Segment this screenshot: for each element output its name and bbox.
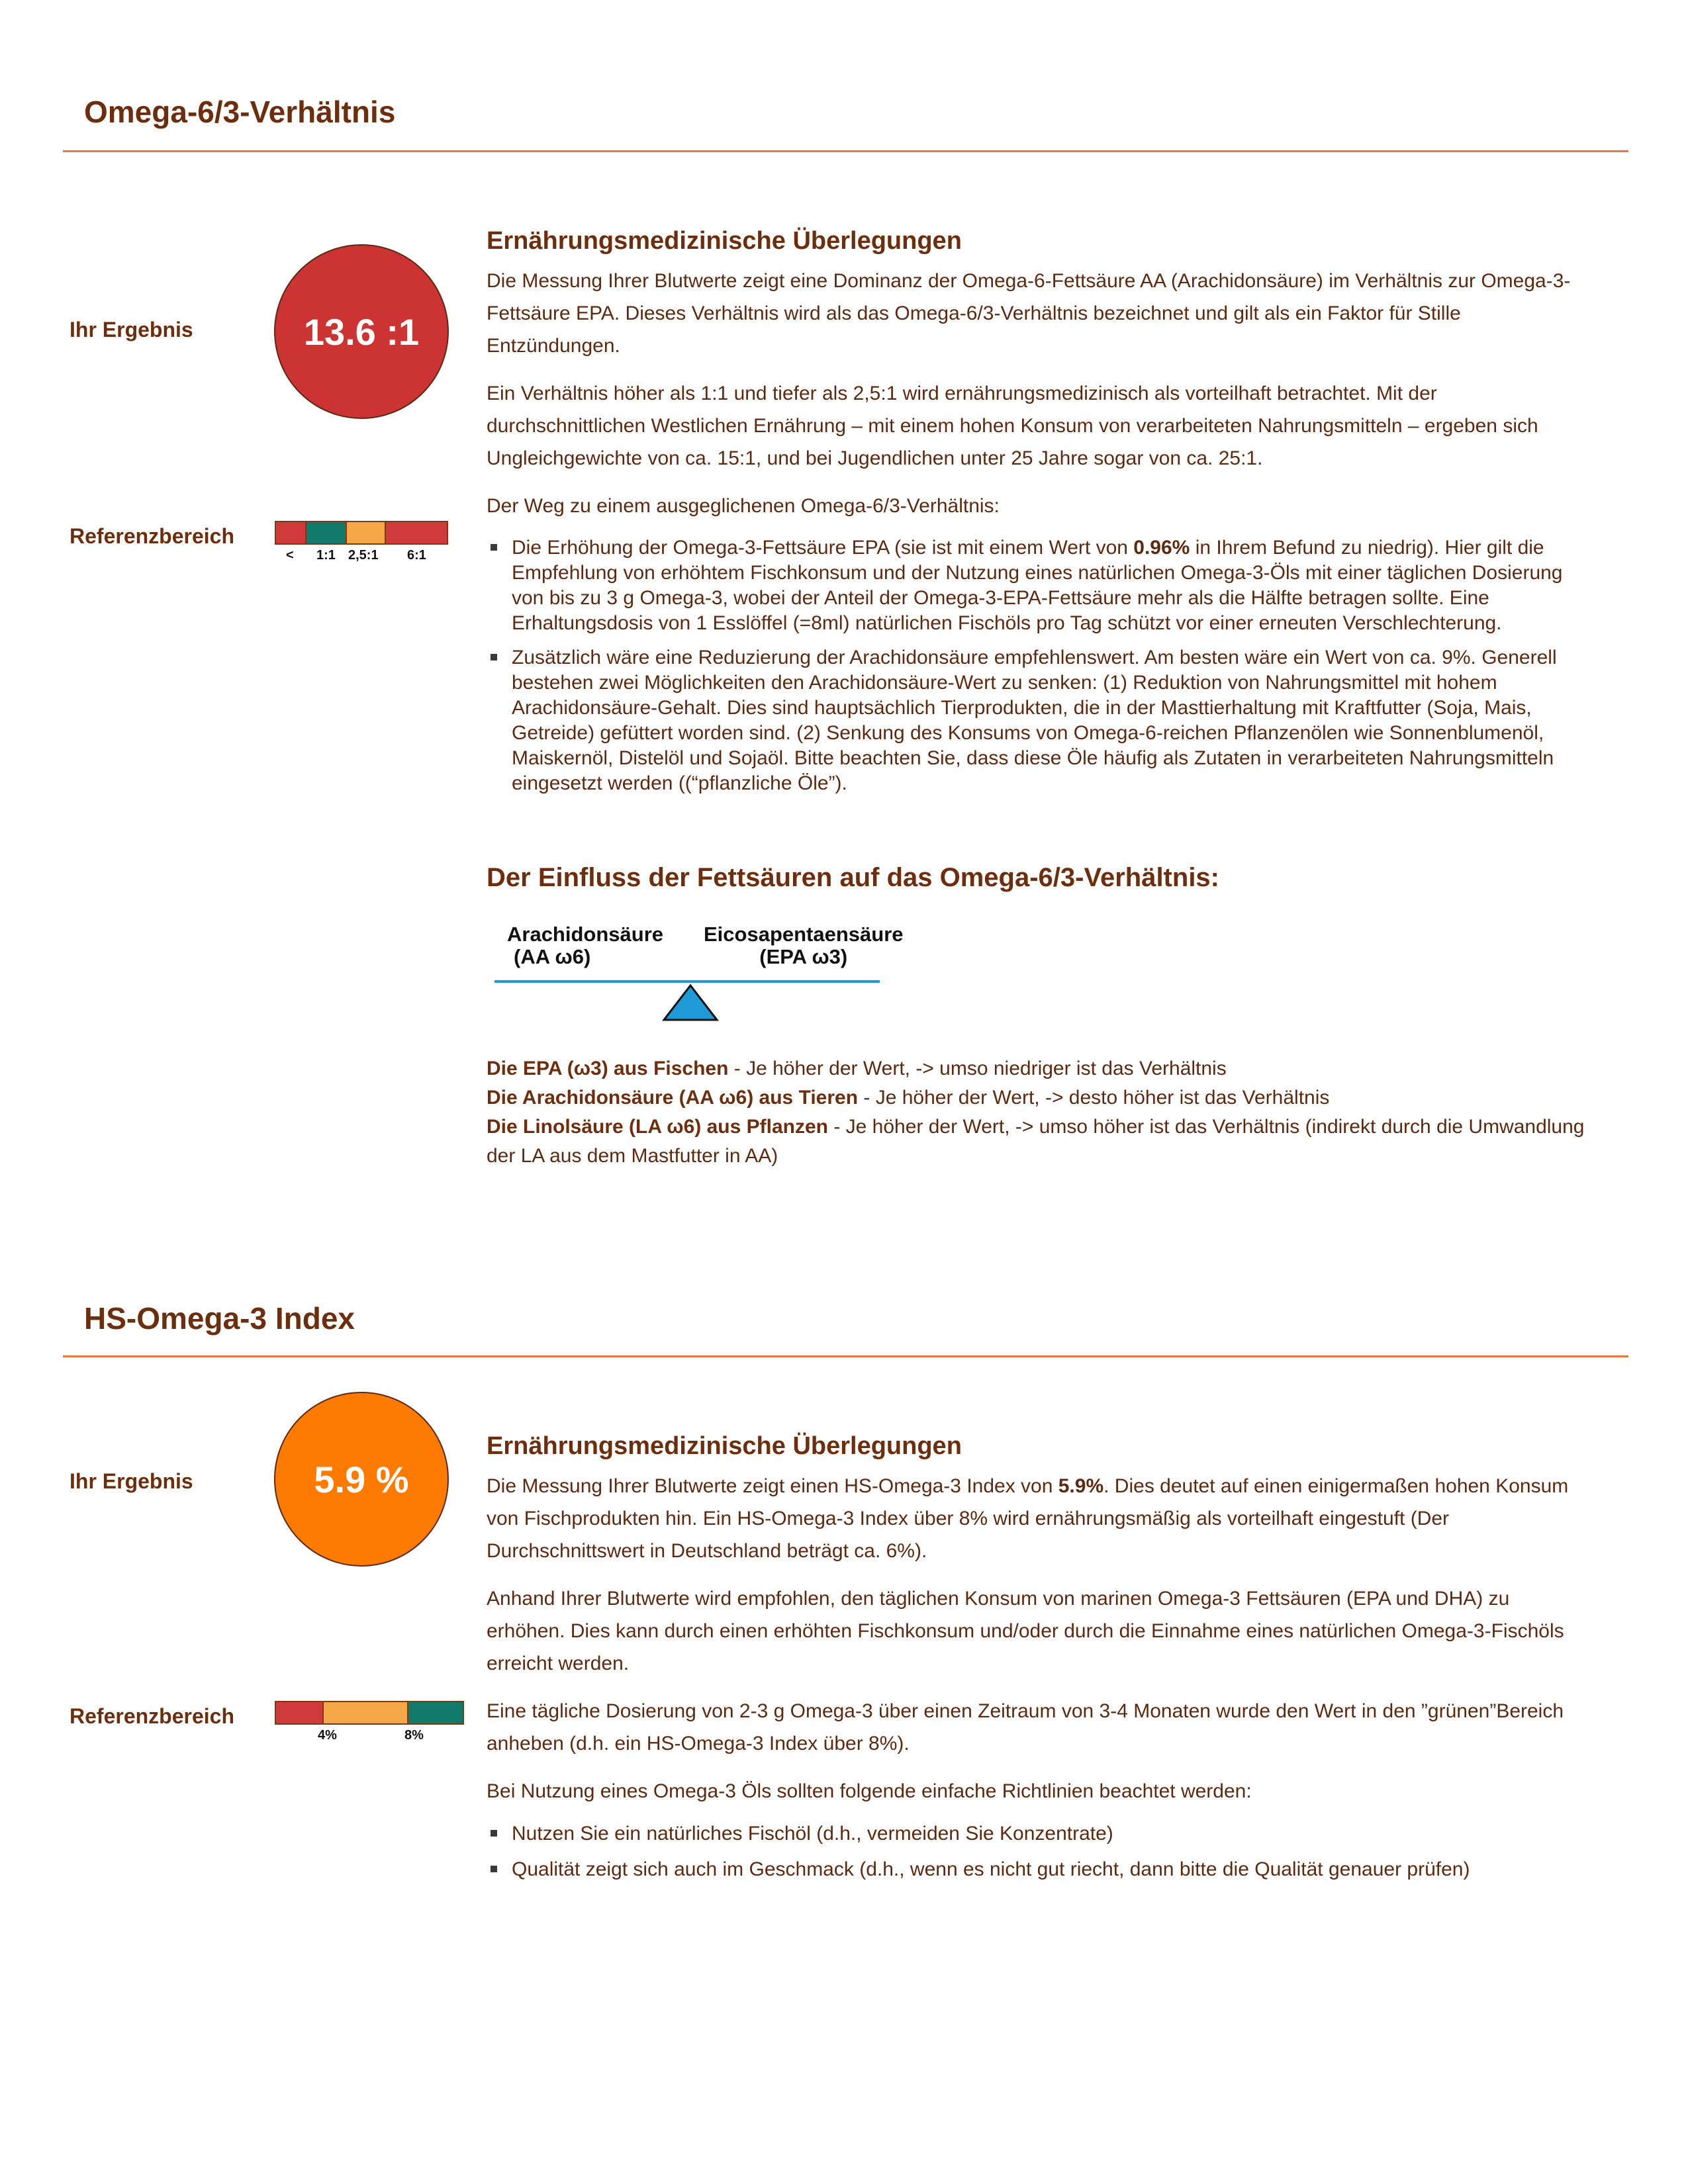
range-segment-moderate bbox=[347, 522, 386, 543]
paragraph: Der Weg zu einem ausgeglichenen Omega-6/3-Verhältnis: bbox=[487, 495, 1000, 517]
recommendations-heading: Ernährungsmedizinische Überlegungen bbox=[487, 227, 962, 255]
range-segment-high bbox=[386, 522, 447, 543]
influence-line-aa: Die Arachidonsäure (AA ω6) aus Tieren - Je höher der Wert, -> desto höher ist das Verhältnis bbox=[487, 1087, 1330, 1109]
paragraph: Die Messung Ihrer Blutwerte zeigt einen HS-Omega-3 Index von 5.9%. Dies deutet auf einen einigermaßen hohen Konsum von Fischprodukten hin. Ein HS-Omega-3 Index über 8% wird ernährungsmäßig als vorteilhaft eingestuft (Der Durchschnittswert in Deutschland beträgt ca. 6%). bbox=[487, 1475, 1569, 1562]
list-item: Nutzen Sie ein natürliches Fischöl (d.h., vermeiden Sie Konzentrate) bbox=[487, 1819, 1585, 1848]
bullet-icon bbox=[491, 654, 497, 660]
section-divider bbox=[63, 150, 1628, 152]
range-tick: 4% bbox=[318, 1728, 337, 1743]
paragraph: Die Messung Ihrer Blutwerte zeigt eine Dominanz der Omega-6-Fettsäure AA (Arachidonsäure) im Verhältnis zur Omega-3-Fettsäure EPA. Dieses Verhältnis wird als das Omega-6/3-Verhältnis bezeichnet und gilt als ein Faktor für Stille Entzündungen. bbox=[487, 270, 1571, 357]
section-title-omega3-index: HS-Omega-3 Index bbox=[84, 1301, 355, 1336]
range-segment-low bbox=[276, 1702, 324, 1723]
reference-range-bar bbox=[275, 521, 448, 545]
range-tick: 1:1 bbox=[316, 548, 336, 563]
section-title-omega-ratio: Omega-6/3-Verhältnis bbox=[84, 95, 396, 129]
reference-range-bar bbox=[275, 1701, 464, 1725]
reference-label: Referenzbereich bbox=[70, 1704, 234, 1728]
influence-heading: Der Einfluss der Fettsäuren auf das Omega-6/3-Verhältnis: bbox=[487, 863, 1219, 892]
bullet-icon bbox=[491, 1866, 497, 1872]
paragraph: Bei Nutzung eines Omega-3 Öls sollten folgende einfache Richtlinien beachtet werden: bbox=[487, 1780, 1252, 1802]
influence-line-la: Die Linolsäure (LA ω6) aus Pflanzen - Je höher der Wert, -> umso höher ist das Verhältnis (indirekt durch die Umwandlung der LA aus dem Mastfutter in AA) bbox=[487, 1116, 1585, 1167]
range-segment-moderate bbox=[324, 1702, 408, 1723]
range-tick: 6:1 bbox=[407, 548, 426, 563]
range-tick: 8% bbox=[404, 1728, 424, 1743]
balance-scale-icon bbox=[493, 976, 881, 1024]
range-segment-low bbox=[276, 522, 306, 543]
recommendation-list bbox=[487, 535, 1585, 796]
list-item: Qualität zeigt sich auch im Geschmack (d.h., wenn es nicht gut riecht, dann bitte die Qualität genauer prüfen) bbox=[487, 1855, 1585, 1884]
range-tick: 2,5:1 bbox=[348, 548, 379, 563]
influence-line-epa: Die EPA (ω3) aus Fischen - Je höher der Wert, -> umso niedriger ist das Verhältnis bbox=[487, 1058, 1227, 1079]
bullet-icon bbox=[491, 544, 497, 551]
result-label: Ihr Ergebnis bbox=[70, 318, 193, 341]
scale-label-epa: Eicosapentaensäure (EPA ω3) bbox=[704, 923, 904, 968]
recommendations-heading: Ernährungsmedizinische Überlegungen bbox=[487, 1432, 962, 1460]
bullet-icon bbox=[491, 1830, 497, 1837]
reference-label: Referenzbereich bbox=[70, 524, 234, 548]
recommendations-block bbox=[487, 1432, 1585, 1891]
range-segment-optimal bbox=[306, 522, 347, 543]
list-item: Die Erhöhung der Omega-3-Fettsäure EPA (sie ist mit einem Wert von 0.96% in Ihrem Befund zu niedrig). Hier gilt die Empfehlung von erhöhtem Fischkonsum und der Nutzung eines natürlichen Omega-3-Öls mit einer täglichen Dosierung von bis zu 3 g Omega-3, wobei der Anteil der Omega-3-EPA-Fettsäure mehr als die Hälfte betragen sollte. Eine Erhaltungsdosis von 1 Esslöffel (=8ml) natürlichen Fischöls pro Tag schützt vor einer erneuten Verschlechterung. bbox=[487, 535, 1585, 636]
result-value: 13.6 :1 bbox=[303, 310, 420, 353]
range-segment-optimal bbox=[408, 1702, 463, 1723]
section-divider bbox=[63, 1355, 1628, 1357]
paragraph: Anhand Ihrer Blutwerte wird empfohlen, den täglichen Konsum von marinen Omega-3 Fettsäuren (EPA und DHA) zu erhöhen. Dies kann durch einen erhöhten Fischkonsum und/oder durch die Einnahme eines natürlichen Omega-3-Fischöls erreicht werden. bbox=[487, 1588, 1564, 1674]
list-item: Zusätzlich wäre eine Reduzierung der Arachidonsäure empfehlenswert. Am besten wäre ein Wert von ca. 9%. Generell bestehen zwei Möglichkeiten den Arachidonsäure-Wert zu senken: (1) Reduktion von Nahrungsmittel mit hohem Arachidonsäure-Gehalt. Dies sind hauptsächlich Tierprodukten, die in der Masttierhaltung mit Kraftfutter (Soja, Mais, Getreide) gefüttert worden sind. (2) Senkung des Konsums von Omega-6-reichen Pflanzenölen wie Sonnenblumenöl, Maiskernöl, Distelöl und Sojaöl. Bitte beachten Sie, dass diese Öle häufig als Zutaten in verarbeiteten Nahrungsmitteln eingesetzt werden ((“pflanzliche Öle”). bbox=[487, 645, 1585, 796]
paragraph: Ein Verhältnis höher als 1:1 und tiefer als 2,5:1 wird ernährungsmedizinisch als vorteilhaft betrachtet. Mit der durchschnittlichen Westlichen Ernährung – mit einem hohen Konsum von verarbeiteten Nahrungsmitteln – ergeben sich Ungleichgewichte von ca. 15:1, und bei Jugendlichen unter 25 Jahre sogar von ca. 25:1. bbox=[487, 383, 1538, 469]
guideline-list bbox=[487, 1819, 1585, 1884]
scale-label-aa: Arachidonsäure (AA ω6) bbox=[507, 923, 664, 968]
paragraph: Eine tägliche Dosierung von 2-3 g Omega-3 über einen Zeitraum von 3-4 Monaten wurde den Wert in den ”grünen”Bereich anheben (d.h. ein HS-Omega-3 Index über 8%). bbox=[487, 1700, 1564, 1754]
influence-lines bbox=[487, 1054, 1585, 1171]
result-circle bbox=[274, 1392, 449, 1567]
result-circle bbox=[274, 244, 449, 419]
recommendations-block bbox=[487, 227, 1585, 805]
range-tick: < bbox=[286, 548, 294, 563]
result-label: Ihr Ergebnis bbox=[70, 1469, 193, 1493]
result-value: 5.9 % bbox=[314, 1458, 409, 1500]
